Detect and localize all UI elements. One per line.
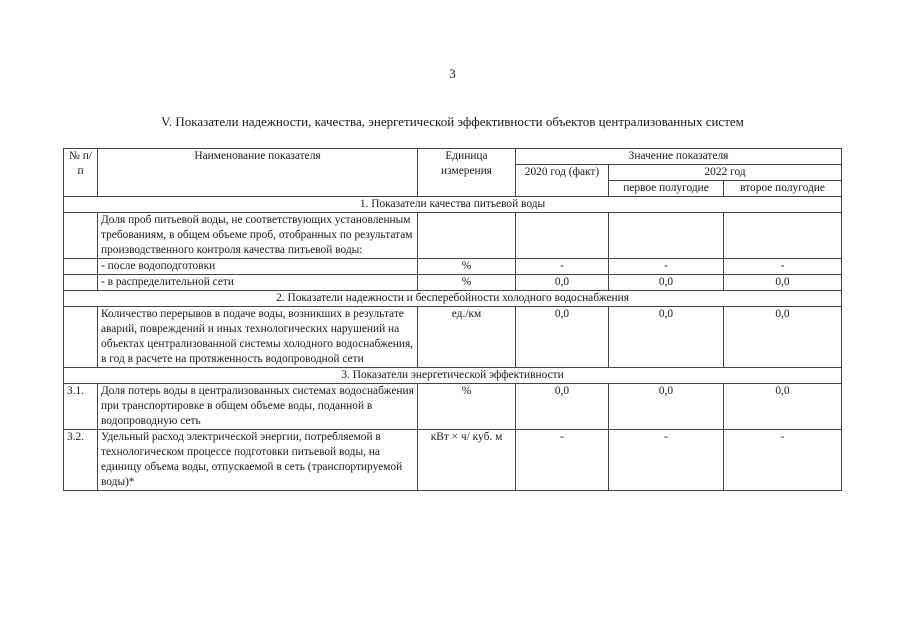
row-num <box>64 307 98 368</box>
row-value-half-1: - <box>609 259 724 275</box>
table-row <box>64 430 842 491</box>
row-unit: % <box>418 259 516 275</box>
row-value-2020 <box>516 213 609 259</box>
row-unit <box>418 213 516 259</box>
row-value-half-2: 0,0 <box>724 384 842 430</box>
row-unit: % <box>418 384 516 430</box>
table-row <box>64 307 842 368</box>
table-header-row <box>64 149 842 165</box>
header-year-2020: 2020 год (факт) <box>516 165 609 197</box>
row-value-half-2: 0,0 <box>724 275 842 291</box>
row-name: - в распределительной сети <box>98 275 418 291</box>
row-value-2020: - <box>516 259 609 275</box>
group-title: 3. Показатели энергетической эффективности <box>64 368 842 384</box>
row-num <box>64 213 98 259</box>
header-name: Наименование показателя <box>98 149 418 197</box>
table-row <box>64 384 842 430</box>
section-title: V. Показатели надежности, качества, энергетической эффективности объектов централизованных систем <box>161 114 744 129</box>
row-value-half-1: 0,0 <box>609 307 724 368</box>
row-num: 3.2. <box>64 430 98 491</box>
row-value-half-2: - <box>724 259 842 275</box>
table-row <box>64 259 842 275</box>
row-name: Доля потерь воды в централизованных системах водоснабжения при транспортировке в общем объеме воды, поданной в водопроводную сеть <box>98 384 418 430</box>
header-year-2022: 2022 год <box>609 165 842 181</box>
row-unit: ед./км <box>418 307 516 368</box>
row-value-2020: 0,0 <box>516 275 609 291</box>
row-num <box>64 275 98 291</box>
table-row <box>64 213 842 259</box>
group-title-row <box>64 197 842 213</box>
row-value-half-2 <box>724 213 842 259</box>
row-value-half-2: 0,0 <box>724 307 842 368</box>
row-name: - после водоподготовки <box>98 259 418 275</box>
row-name: Удельный расход электрической энергии, потребляемой в технологическом процессе подготовки питьевой воды, на единицу объема воды, отпускаемой в сеть (транспортируемой воды)* <box>98 430 418 491</box>
row-name: Доля проб питьевой воды, не соответствующих установленным требованиям, в общем объеме проб, отобранных по результатам производственного контроля качества питьевой воды: <box>98 213 418 259</box>
row-unit: кВт × ч/ куб. м <box>418 430 516 491</box>
header-unit: Единица измерения <box>418 149 516 197</box>
header-half-2: второе полугодие <box>724 181 842 197</box>
row-value-2020: - <box>516 430 609 491</box>
group-title-row <box>64 291 842 307</box>
header-value: Значение показателя <box>516 149 842 165</box>
group-title: 1. Показатели качества питьевой воды <box>64 197 842 213</box>
indicators-table <box>63 148 842 491</box>
row-value-half-2: - <box>724 430 842 491</box>
row-num <box>64 259 98 275</box>
group-title-row <box>64 368 842 384</box>
row-name: Количество перерывов в подаче воды, возникших в результате аварий, повреждений и иных технологических нарушений на объектах централизованной системы холодного водоснабжения, в год в расчете на протяженность водопроводной сети <box>98 307 418 368</box>
row-value-2020: 0,0 <box>516 307 609 368</box>
page-number: 3 <box>449 66 456 81</box>
row-value-2020: 0,0 <box>516 384 609 430</box>
row-value-half-1: - <box>609 430 724 491</box>
row-num: 3.1. <box>64 384 98 430</box>
row-value-half-1 <box>609 213 724 259</box>
table-row <box>64 275 842 291</box>
header-half-1: первое полугодие <box>609 181 724 197</box>
group-title: 2. Показатели надежности и бесперебойности холодного водоснабжения <box>64 291 842 307</box>
header-num: № п/п <box>64 149 98 197</box>
row-value-half-1: 0,0 <box>609 384 724 430</box>
row-value-half-1: 0,0 <box>609 275 724 291</box>
row-unit: % <box>418 275 516 291</box>
